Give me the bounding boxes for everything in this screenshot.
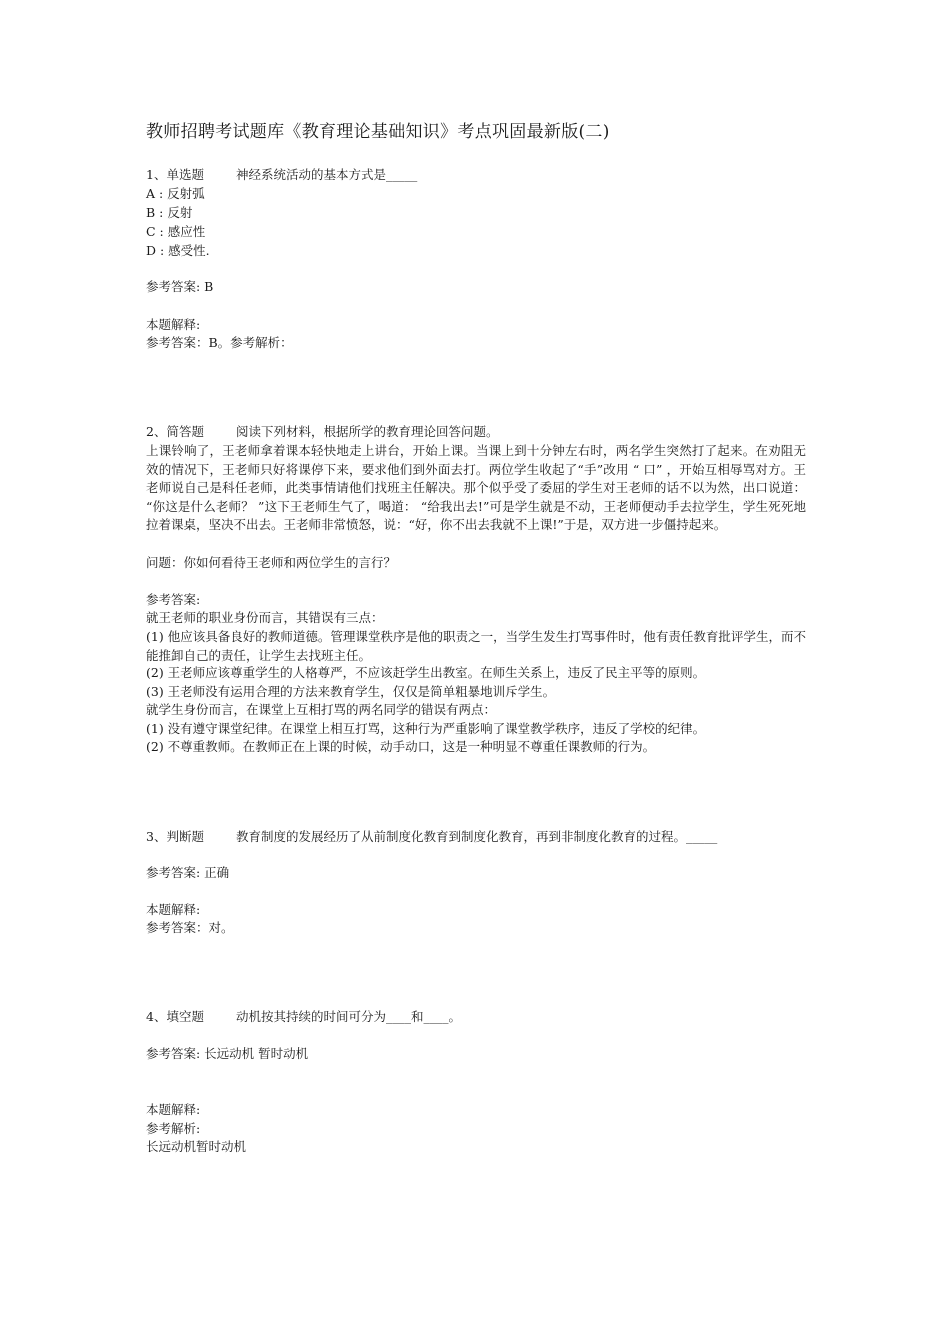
explain-label: 本题解释: bbox=[146, 902, 201, 917]
option-b: B : 反射 bbox=[146, 205, 193, 220]
question-2-header bbox=[146, 423, 498, 441]
answer-label: 参考答案: bbox=[146, 592, 201, 607]
question-prompt: 问题：你如何看待王老师和两位学生的言行？ bbox=[146, 555, 397, 570]
option-a: A : 反射弧 bbox=[146, 186, 205, 201]
answer: 参考答案: 长远动机 暂时动机 bbox=[146, 1046, 309, 1061]
answer: 参考答案: B bbox=[146, 279, 214, 294]
question-stem: 教育制度的发展经历了从前制度化教育到制度化教育，再到非制度化教育的过程。_____ bbox=[235, 829, 718, 844]
answer-line: (2) 王老师应该尊重学生的人格尊严，不应该赶学生出教室。在师生关系上，违反了民主平等的原则。 bbox=[146, 665, 706, 680]
material-paragraph: 上课铃响了，王老师拿着课本轻快地走上讲台，开始上课。当课上到十分钟左右时，两名学生突然打了起来。在劝阻无效的情况下，王老师只好将课停下来，要求他们到外面去打。两位学生收起了“手”改用 “ 口” ，开始互相辱骂对方。王老师说自己是科任老师，此类事情请他们找班主任解决。那个似乎受了委屈的学生对王老师的话不以为然，出口说道： “你这是什么老师？ ”这下王老师生气了，喝道： “给我出去!”可是学生就是不动，王老师便动手去拉学生，学生死死地拉着课桌，坚决不出去。王老师非常愤怒，说：“好，你不出去我就不上课!”于是，双方进一步僵持起来。 bbox=[146, 443, 806, 532]
question-stem: 神经系统活动的基本方式是_____ bbox=[235, 167, 418, 182]
answer-line: (2) 不尊重教师。在教师正在上课的时候，动手动口，这是一种明显不尊重任课教师的行为。 bbox=[146, 739, 656, 754]
question-1-header bbox=[146, 166, 417, 184]
answer-line: 就王老师的职业身份而言，其错误有三点： bbox=[146, 610, 384, 625]
option-c: C : 感应性 bbox=[146, 224, 206, 239]
explain-label: 本题解释: bbox=[146, 317, 201, 332]
explain-detail: 长远动机暂时动机 bbox=[146, 1139, 247, 1154]
document-title: 教师招聘考试题库《教育理论基础知识》考点巩固最新版(二) bbox=[146, 122, 610, 142]
question-type: 4、填空题 bbox=[146, 1009, 204, 1024]
answer-line: (3) 王老师没有运用合理的方法来教育学生，仅仅是简单粗暴地训斥学生。 bbox=[146, 684, 556, 699]
question-stem: 动机按其持续的时间可分为____和____。 bbox=[235, 1009, 461, 1024]
question-type: 1、单选题 bbox=[146, 167, 204, 182]
answer-line: 就学生身份而言，在课堂上互相打骂的两名同学的错误有两点： bbox=[146, 702, 497, 717]
option-d: D : 感受性. bbox=[146, 243, 210, 258]
answer-line: (1) 他应该具备良好的教师道德。管理课堂秩序是他的职责之一，当学生发生打骂事件时，他有责任教育批评学生，而不能推卸自己的责任，让学生去找班主任。 bbox=[146, 629, 806, 663]
question-4-header bbox=[146, 1008, 461, 1026]
explain-label: 本题解释: bbox=[146, 1102, 201, 1117]
explain-text: 参考解析: bbox=[146, 1121, 201, 1136]
answer-line: (1) 没有遵守课堂纪律。在课堂上相互打骂，这种行为严重影响了课堂教学秩序，违反了学校的纪律。 bbox=[146, 721, 706, 736]
explain-text: 参考答案：B。参考解析： bbox=[146, 335, 293, 350]
question-type: 2、简答题 bbox=[146, 424, 204, 439]
question-3-header bbox=[146, 828, 717, 846]
answer: 参考答案: 正确 bbox=[146, 865, 230, 880]
explain-text: 参考答案：对。 bbox=[146, 920, 234, 935]
question-type: 3、判断题 bbox=[146, 829, 204, 844]
question-stem: 阅读下列材料，根据所学的教育理论回答问题。 bbox=[235, 424, 499, 439]
